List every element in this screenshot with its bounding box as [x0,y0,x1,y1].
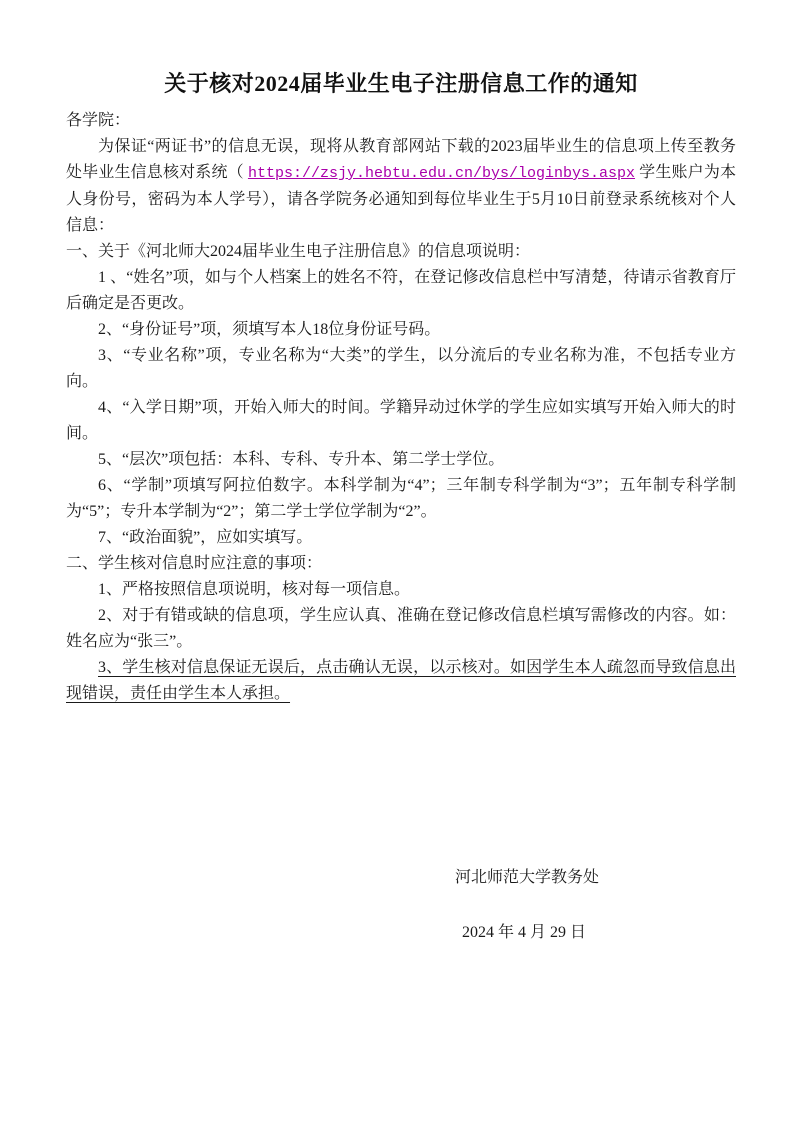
system-url-link[interactable]: https://zsjy.hebtu.edu.cn/bys/loginbys.aspx [247,165,636,182]
section1-item-7: 7、“政治面貌”，应如实填写。 [98,529,313,546]
salutation: 各学院： [66,112,131,129]
issuing-department: 河北师范大学教务处 [455,869,600,886]
section1-item-2: 2、“身份证号”项，须填写本人18位身份证号码。 [98,321,441,338]
section1-item-3: 3、“专业名称”项，专业名称为“大类”的学生，以分流后的专业名称为准，不包括专业方向。 [66,347,736,390]
section2-item-3-underlined-text: 3、学生核对信息保证无误后，点击确认无误，以示核对。如因学生本人疏忽而导致信息出现错误，责任由学生本人承担。 [66,659,736,702]
section1-item-4: 4、“入学日期”项，开始入师大的时间。学籍异动过休学的学生应如实填写开始入师大的时间。 [66,399,736,442]
section2-item-1: 1、严格按照信息项说明，核对每一项信息。 [98,581,411,598]
intro-paragraph [66,134,736,239]
intro-text-after-link: 学生账户为本人身份号，密码为本人学号），请各学院务必通知到每位毕业生于5月10日前登录系统核对个人信息： [66,164,736,234]
section1-item-6: 6、“学制”项填写阿拉伯数字。本科学制为“4”；三年制专科学制为“3”；五年制专科学制为“5”；专升本学制为“2”；第二学士学位学制为“2”。 [66,477,736,520]
section1-item-5: 5、“层次”项包括：本科、专科、专升本、第二学士学位。 [98,451,505,468]
section1-item-1: 1 、“姓名”项，如与个人档案上的姓名不符，在登记修改信息栏中写清楚，待请示省教育厅后确定是否更改。 [66,269,736,312]
document-title: 关于核对2024届毕业生电子注册信息工作的通知 [164,71,638,96]
section2-item-2: 2、对于有错或缺的信息项，学生应认真、准确在登记修改信息栏填写需修改的内容。如：姓名应为“张三”。 [66,607,736,650]
section1-heading: 一、关于《河北师大2024届毕业生电子注册信息》的信息项说明： [66,243,531,260]
section2-heading: 二、学生核对信息时应注意的事项： [66,555,323,572]
section2-item-3 [66,655,736,707]
signature-block [66,865,736,946]
issue-date: 2024 年 4 月 29 日 [462,924,587,941]
intro-text-before-link: 为保证“两证书”的信息无误，现将从教育部网站下载的2023届毕业生的信息项上传至教务处毕业生信息核对系统（ [66,138,736,181]
